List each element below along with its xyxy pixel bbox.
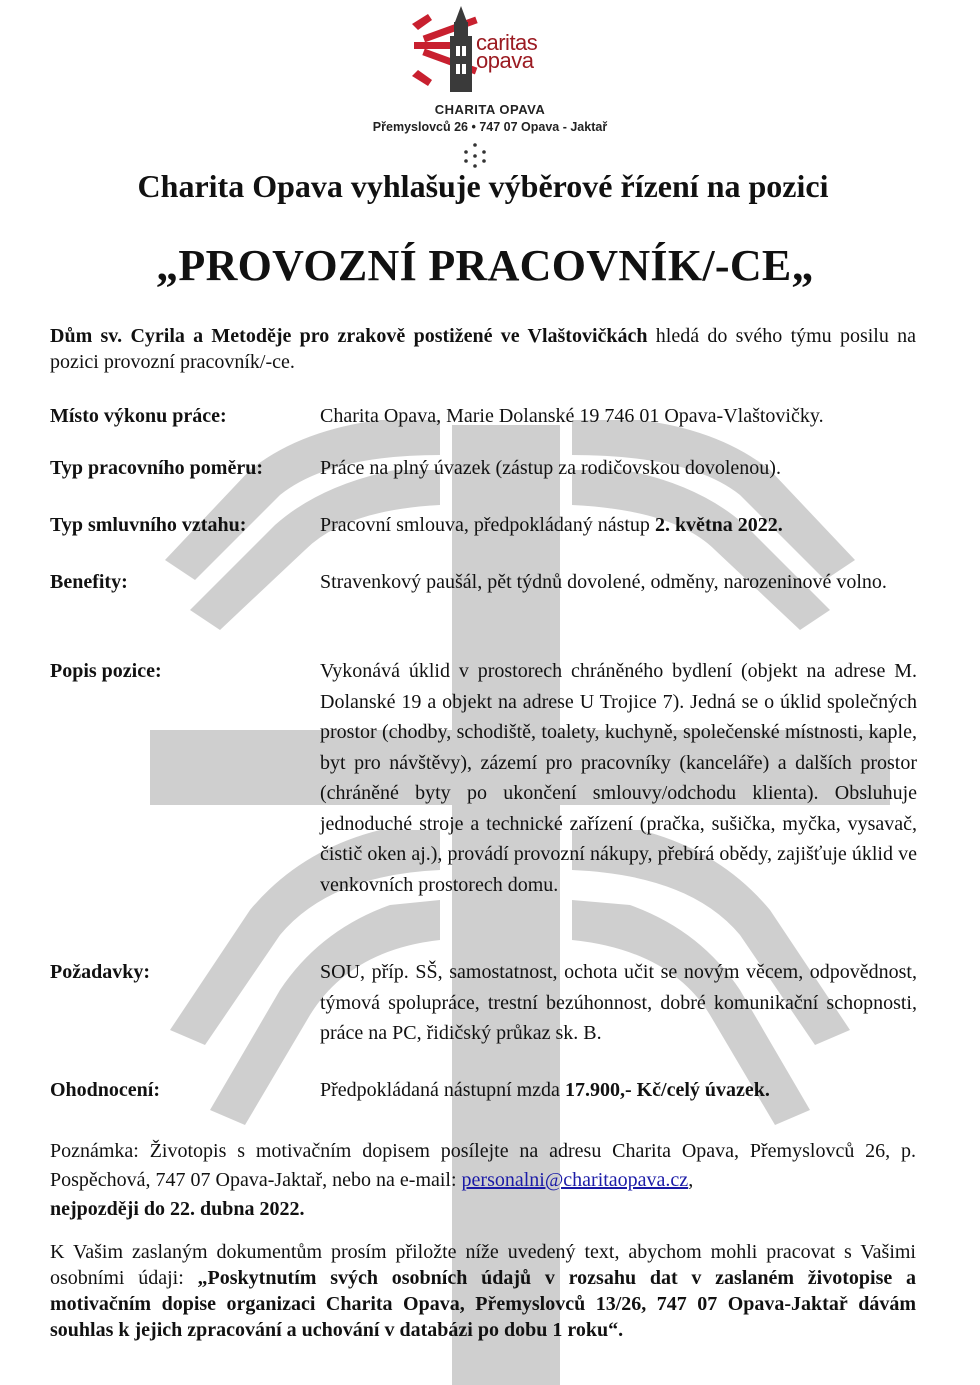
email-link[interactable]: personalni@charitaopava.cz <box>461 1169 689 1191</box>
value-employment-type: Práce na plný úvazek (zástup za rodičovskou dovolenou). <box>320 457 781 479</box>
value-contract-type <box>320 510 917 541</box>
note-text: Poznámka: Životopis s motivačním dopisem posílejte na adresu Charita Opava, Přemyslovců 26, p. Pospěchová, 747 07 Opava-Jaktař, nebo na e-mail: <box>50 1140 916 1191</box>
consent-statement: „Poskytnutím svých osobních údajů v rozsahu dat v zaslaném životopise a motivačním dopise organizaci Charita Opava, Přemyslovců 13/26, 747 07 Opava-Jaktař dávám souhlas k jejich zpracování a uchování v databázi po dobu 1 roku“. <box>50 1267 916 1341</box>
page-heading: Charita Opava vyhlašuje výběrové řízení na pozici <box>137 168 829 204</box>
intro-paragraph <box>50 323 916 375</box>
logo-text-opava: opava <box>476 48 534 73</box>
value-benefits: Stravenkový paušál, pět týdnů dovolené, odměny, narozeninové volno. <box>320 571 887 593</box>
label-place: Místo výkonu práce: <box>50 405 227 427</box>
intro-rest: hledá do svého týmu posilu na pozici provozní pracovník/-ce. <box>50 325 916 373</box>
value-salary-text: Předpokládaná nástupní mzda <box>320 1079 565 1101</box>
value-contract-type-text: Pracovní smlouva, předpokládaný nástup <box>320 514 655 536</box>
position-title: „PROVOZNÍ PRACOVNÍK/-CE„ <box>156 241 814 290</box>
note-deadline: nejpozději do 22. dubna 2022. <box>50 1198 305 1220</box>
value-job-description: Vykonává úklid v prostorech chráněného bydlení (objekt na adrese M. Dolanské 19 a objekt na adrese U Trojice 7). Jedná se o úklid společných prostor (chodby, schodiště, toalety, kuchyně, společenské místnosti, kaple, byt pro návštěvy), zázemí pro pracovníky (kanceláře) a dalších prostor (chráněné byty po ukončení smlouvy/odchodu klienta). Obsluhuje jednoduché stroje a technické zařízení (pračka, sušička, myčka, vysavač, čistič oken aj.), provádí provozní nákupy, přebírá obědy, zajišťuje úklid ve venkovních prostorech domu. <box>320 660 917 896</box>
label-requirements: Požadavky: <box>50 961 150 983</box>
org-address: Přemyslovců 26 • 747 07 Opava - Jaktař <box>372 120 608 134</box>
label-salary: Ohodnocení: <box>50 1079 161 1101</box>
label-job-description: Popis pozice: <box>50 660 162 682</box>
church-tower-icon <box>450 6 472 92</box>
note-paragraph <box>50 1137 916 1224</box>
dots-divider-icon <box>462 141 488 169</box>
logo-text-caritas: caritas <box>476 30 538 55</box>
value-place: Charita Opava, Marie Dolanské 19 746 01 Opava-Vlaštovičky. <box>320 405 824 427</box>
value-salary <box>320 1075 917 1106</box>
value-salary-amount: 17.900,- Kč/celý úvazek. <box>564 1079 770 1101</box>
org-name: CHARITA OPAVA <box>434 102 546 117</box>
label-employment-type: Typ pracovního poměru: <box>50 457 263 479</box>
consent-text: K Vašim zaslaným dokumentům prosím přiložte níže uvedený text, abychom mohli pracovat s Vašimi osobními údaji: <box>50 1241 916 1289</box>
consent-paragraph <box>50 1239 916 1343</box>
label-benefits: Benefity: <box>50 571 128 593</box>
value-contract-type-date: 2. května 2022. <box>654 514 783 536</box>
note-comma: , <box>688 1169 694 1191</box>
label-contract-type: Typ smluvního vztahu: <box>50 514 247 536</box>
intro-bold: Dům sv. Cyrila a Metoděje pro zrakově postižené ve Vlaštovičkách <box>50 325 648 347</box>
value-requirements: SOU, příp. SŠ, samostatnost, ochota učit se novým věcem, odpovědnost, týmová spolupráce, trestní bezúhonnost, dobré komunikační schopnosti, práce na PC, řidičský průkaz sk. B. <box>320 961 917 1044</box>
